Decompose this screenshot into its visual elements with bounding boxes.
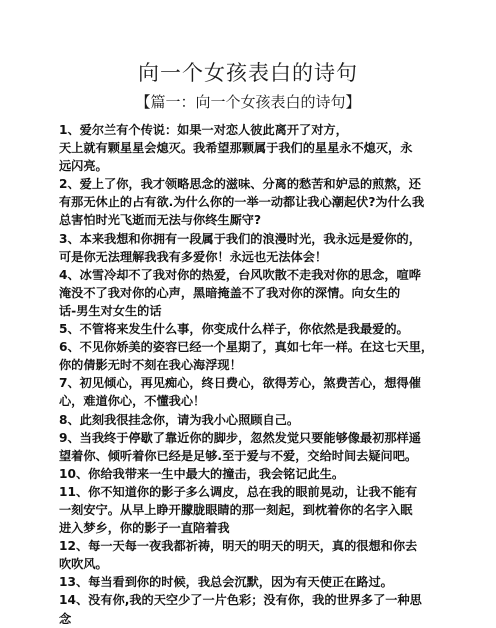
body-line: 可是你无法理解我我有多爱你！永远也无法体会！ — [59, 249, 328, 264]
body-line: 总害怕时光飞逝而无法与你终生厮守? — [59, 213, 262, 228]
body-line: 12、每一天每一夜我都祈祷，明天的明天的明天，真的很想和你去 — [59, 539, 418, 554]
body-line: 有那无休止的占有欲.为什么你的一举一动都让我心潮起伏?为什么我 — [59, 195, 425, 210]
body-line: 10、你给我带来一生中最大的撞击，我会铭记此生。 — [59, 466, 345, 481]
body-line: 11、你不知道你的影子多么调皮，总在我的眼前晃动，让我不能有 — [59, 484, 418, 499]
body-line: 6、不见你娇美的姿容已经一个星期了，真如七年一样。在这七天里， — [59, 340, 434, 355]
body-line: 13、每当看到你的时候，我总会沉默，因为有天使正在路过。 — [59, 575, 393, 590]
body-line: 吹吹风。 — [59, 557, 108, 572]
body-line: 14、没有你,我的天空少了一片色彩；没有你，我的世界多了一种思 — [59, 593, 422, 608]
body-line: 8、此刻我很挂念你，请为我小心照顾自己。 — [59, 412, 300, 427]
body-line: 5、不管将来发生什么事，你变成什么样子，你依然是我最爱的。 — [59, 322, 409, 337]
body-line: 进入梦乡，你的影子一直陪着我 — [59, 521, 230, 536]
body-line: 心，难道你心，不懂我心！ — [59, 394, 206, 409]
body-line: 淹没不了我对你的心声，黑暗掩盖不了我对你的深情。向女生的 — [59, 285, 401, 300]
body-line: 你的倩影无时不刻在我心海浮现！ — [59, 358, 242, 373]
body-line: 3、本来我想和你拥有一段属于我们的浪漫时光，我永远是爱你的， — [59, 231, 421, 246]
body-line: 远闪亮。 — [59, 159, 108, 174]
body-line: 1、爱尔兰有个传说：如果一对恋人彼此离开了对方， — [59, 123, 348, 137]
body-line: 望着你、倾听着你已经是足够.至于爱与不爱，交给时间去疑问吧。 — [59, 448, 418, 463]
body-line: 一刻安宁。从早上睁开朦胧眼睛的那一刻起，到枕着你的名字入眠 — [59, 502, 413, 517]
body-line: 天上就有颗星星会熄灭。我希望那颗属于我们的星星永不熄灭，永 — [59, 141, 413, 156]
poem-body — [59, 121, 439, 628]
body-line: 9、当我终于停歇了靠近你的脚步，忽然发觉只要能够像最初那样遥 — [59, 430, 421, 445]
body-line: 念 — [59, 611, 72, 626]
section-heading: 【篇一：向一个女孩表白的诗句】 — [135, 93, 361, 111]
body-line: 话-男生对女生的话 — [59, 303, 162, 318]
body-line: 2、爱上了你，我才领略思念的滋味、分离的愁苦和妒忌的煎熬，还 — [59, 177, 421, 192]
body-line: 4、冰雪冷却不了我对你的热爱，台风吹散不走我对你的思念，喧哗 — [59, 267, 421, 282]
body-line: 7、初见倾心，再见痴心，终日费心，欲得芳心，煞费苦心，想得催 — [59, 376, 421, 391]
page-title: 向一个女孩表白的诗句 — [138, 61, 358, 85]
